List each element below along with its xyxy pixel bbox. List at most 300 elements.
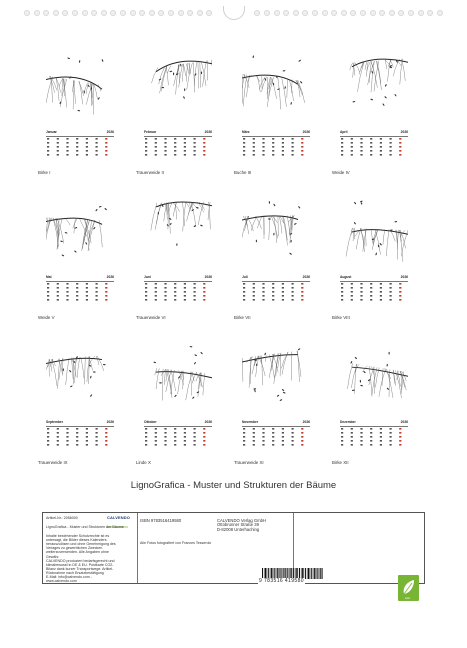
binding-ring bbox=[283, 10, 289, 16]
month-card bbox=[234, 46, 318, 181]
day-cell bbox=[253, 287, 255, 289]
day-cell bbox=[203, 299, 205, 301]
day-cell bbox=[370, 154, 372, 156]
month-name: Juli bbox=[242, 275, 248, 279]
barcode-bar bbox=[311, 568, 312, 579]
month-year: 2026 bbox=[204, 420, 212, 424]
day-cell bbox=[370, 291, 372, 293]
day-cell bbox=[96, 428, 98, 430]
day-cell bbox=[360, 428, 362, 430]
day-cell bbox=[155, 432, 157, 434]
day-cell bbox=[301, 432, 303, 434]
day-cell bbox=[164, 436, 166, 438]
day-cell bbox=[272, 154, 274, 156]
day-cell bbox=[360, 432, 362, 434]
day-cell bbox=[301, 146, 303, 148]
binding-ring bbox=[408, 10, 414, 16]
day-cell bbox=[96, 142, 98, 144]
day-cell bbox=[360, 440, 362, 442]
binding-ring bbox=[101, 10, 107, 16]
day-cell bbox=[399, 299, 401, 301]
day-cell bbox=[155, 150, 157, 152]
spiral-binding bbox=[0, 0, 467, 22]
day-cell bbox=[341, 432, 343, 434]
binding-ring bbox=[178, 10, 184, 16]
day-cell bbox=[57, 138, 59, 140]
day-cell bbox=[47, 299, 49, 301]
day-cell bbox=[282, 283, 284, 285]
legal-line: Gewähr. bbox=[46, 554, 60, 559]
barcode-number: 9 783516 419580 bbox=[259, 578, 304, 584]
day-cell bbox=[292, 432, 294, 434]
day-cell bbox=[174, 299, 176, 301]
binding-ring bbox=[82, 10, 88, 16]
day-cell bbox=[47, 428, 49, 430]
day-cell bbox=[66, 283, 68, 285]
day-cell bbox=[86, 432, 88, 434]
day-cell bbox=[66, 142, 68, 144]
binding-ring bbox=[350, 10, 356, 16]
day-cell bbox=[390, 142, 392, 144]
binding-ring bbox=[379, 10, 385, 16]
month-card bbox=[136, 46, 220, 181]
photo-caption: Linde X bbox=[136, 460, 151, 465]
day-cell bbox=[292, 299, 294, 301]
month-name: April bbox=[340, 130, 348, 134]
tree-branch-photo bbox=[144, 336, 212, 416]
day-cell bbox=[341, 150, 343, 152]
day-cell bbox=[76, 150, 78, 152]
day-cell bbox=[341, 138, 343, 140]
day-cell bbox=[76, 428, 78, 430]
day-cell bbox=[47, 436, 49, 438]
day-cell bbox=[390, 291, 392, 293]
day-cell bbox=[341, 154, 343, 156]
month-name: September bbox=[46, 420, 64, 424]
day-cell bbox=[282, 150, 284, 152]
day-cell bbox=[47, 295, 49, 297]
day-cell bbox=[47, 432, 49, 434]
month-name: August bbox=[340, 275, 352, 279]
day-cell bbox=[155, 138, 157, 140]
day-cell bbox=[47, 142, 49, 144]
day-cell bbox=[390, 283, 392, 285]
month-divider bbox=[242, 136, 310, 137]
day-cell bbox=[184, 444, 186, 446]
month-day-grid bbox=[242, 428, 310, 448]
day-cell bbox=[292, 291, 294, 293]
day-cell bbox=[164, 444, 166, 446]
day-cell bbox=[390, 287, 392, 289]
binding-ring bbox=[302, 10, 308, 16]
month-day-grid bbox=[340, 283, 408, 303]
day-cell bbox=[272, 436, 274, 438]
day-cell bbox=[253, 428, 255, 430]
day-cell bbox=[272, 291, 274, 293]
day-cell bbox=[272, 287, 274, 289]
day-cell bbox=[145, 283, 147, 285]
day-cell bbox=[164, 440, 166, 442]
day-cell bbox=[351, 287, 353, 289]
day-cell bbox=[184, 428, 186, 430]
day-cell bbox=[96, 436, 98, 438]
binding-ring bbox=[331, 10, 337, 16]
photo-caption: Trauerweide IX bbox=[38, 460, 68, 465]
day-cell bbox=[194, 150, 196, 152]
day-cell bbox=[76, 436, 78, 438]
day-cell bbox=[194, 440, 196, 442]
legal-line: klimabewusst in DE & EU. Postkarte CO2- bbox=[46, 562, 114, 567]
day-cell bbox=[203, 138, 205, 140]
day-cell bbox=[105, 295, 107, 297]
day-cell bbox=[351, 142, 353, 144]
barcode-bar bbox=[305, 568, 306, 579]
day-cell bbox=[57, 150, 59, 152]
day-cell bbox=[253, 432, 255, 434]
binding-ring bbox=[34, 10, 40, 16]
day-cell bbox=[184, 287, 186, 289]
isbn: ISBN 9783516419580 bbox=[140, 518, 182, 523]
day-cell bbox=[253, 436, 255, 438]
day-cell bbox=[262, 444, 264, 446]
day-cell bbox=[243, 444, 245, 446]
month-name: November bbox=[242, 420, 259, 424]
day-cell bbox=[341, 436, 343, 438]
day-cell bbox=[194, 291, 196, 293]
day-cell bbox=[57, 287, 59, 289]
binding-ring bbox=[91, 10, 97, 16]
day-cell bbox=[399, 432, 401, 434]
tree-branch-photo bbox=[144, 191, 212, 271]
binding-ring bbox=[206, 10, 212, 16]
day-cell bbox=[341, 146, 343, 148]
binding-ring bbox=[322, 10, 328, 16]
day-cell bbox=[57, 283, 59, 285]
binding-ring bbox=[149, 10, 155, 16]
day-cell bbox=[341, 299, 343, 301]
day-cell bbox=[86, 283, 88, 285]
tree-branch-photo bbox=[144, 46, 212, 126]
day-cell bbox=[76, 283, 78, 285]
month-card bbox=[234, 336, 318, 471]
day-cell bbox=[86, 428, 88, 430]
month-day-grid bbox=[144, 138, 212, 158]
day-cell bbox=[380, 440, 382, 442]
day-cell bbox=[360, 150, 362, 152]
day-cell bbox=[282, 138, 284, 140]
tree-branch-photo bbox=[46, 46, 114, 126]
day-cell bbox=[194, 436, 196, 438]
day-cell bbox=[47, 287, 49, 289]
legal-line: herauszulösen und ohne Genehmigung des bbox=[46, 542, 116, 547]
publisher-line: D-82008 Unterhaching bbox=[217, 526, 260, 532]
day-cell bbox=[164, 138, 166, 140]
day-cell bbox=[76, 432, 78, 434]
day-cell bbox=[155, 440, 157, 442]
month-year: 2026 bbox=[204, 275, 212, 279]
day-cell bbox=[57, 432, 59, 434]
day-cell bbox=[380, 444, 382, 446]
day-cell bbox=[301, 299, 303, 301]
day-cell bbox=[57, 291, 59, 293]
day-cell bbox=[86, 295, 88, 297]
binding-ring bbox=[168, 10, 174, 16]
day-cell bbox=[351, 440, 353, 442]
day-cell bbox=[96, 150, 98, 152]
month-day-grid bbox=[144, 283, 212, 303]
day-cell bbox=[155, 291, 157, 293]
day-cell bbox=[282, 432, 284, 434]
photo-caption: Buche III bbox=[234, 170, 252, 175]
day-cell bbox=[96, 138, 98, 140]
logo-text: CALVENDO bbox=[107, 515, 130, 520]
day-cell bbox=[272, 283, 274, 285]
month-year: 2026 bbox=[106, 420, 114, 424]
month-year: 2026 bbox=[302, 420, 310, 424]
binding-ring bbox=[110, 10, 116, 16]
day-cell bbox=[272, 146, 274, 148]
day-cell bbox=[292, 138, 294, 140]
day-cell bbox=[262, 432, 264, 434]
day-cell bbox=[76, 444, 78, 446]
day-cell bbox=[282, 440, 284, 442]
day-cell bbox=[47, 283, 49, 285]
day-cell bbox=[243, 299, 245, 301]
eco-badge bbox=[398, 575, 419, 601]
day-cell bbox=[145, 287, 147, 289]
month-year: 2026 bbox=[204, 130, 212, 134]
day-cell bbox=[262, 154, 264, 156]
day-cell bbox=[57, 436, 59, 438]
day-cell bbox=[380, 283, 382, 285]
day-cell bbox=[155, 283, 157, 285]
month-divider bbox=[144, 281, 212, 282]
day-cell bbox=[390, 146, 392, 148]
day-cell bbox=[380, 299, 382, 301]
publisher-line: Ottobrunner Straße 39 bbox=[217, 522, 259, 528]
day-cell bbox=[174, 150, 176, 152]
day-cell bbox=[184, 142, 186, 144]
day-cell bbox=[243, 150, 245, 152]
day-cell bbox=[145, 154, 147, 156]
binding-ring bbox=[158, 10, 164, 16]
day-cell bbox=[164, 428, 166, 430]
day-cell bbox=[380, 432, 382, 434]
binding-ring bbox=[72, 10, 78, 16]
day-cell bbox=[105, 291, 107, 293]
day-cell bbox=[262, 138, 264, 140]
day-cell bbox=[243, 440, 245, 442]
legal-line: Bilanz dank kurzer Transportwege. Artikel- bbox=[46, 566, 114, 571]
day-cell bbox=[360, 142, 362, 144]
day-cell bbox=[360, 291, 362, 293]
binding-ring bbox=[53, 10, 59, 16]
day-cell bbox=[360, 154, 362, 156]
day-cell bbox=[174, 432, 176, 434]
day-cell bbox=[164, 432, 166, 434]
day-cell bbox=[282, 291, 284, 293]
day-cell bbox=[272, 295, 274, 297]
day-cell bbox=[105, 154, 107, 156]
day-cell bbox=[272, 428, 274, 430]
day-cell bbox=[253, 444, 255, 446]
day-cell bbox=[96, 291, 98, 293]
day-cell bbox=[184, 436, 186, 438]
day-cell bbox=[194, 138, 196, 140]
month-day-grid bbox=[340, 138, 408, 158]
day-cell bbox=[301, 436, 303, 438]
day-cell bbox=[194, 444, 196, 446]
month-card bbox=[332, 336, 416, 471]
product-title: LignoGrafica - Muster und Strukturen der Bäume bbox=[46, 525, 124, 529]
day-cell bbox=[105, 283, 107, 285]
binding-ring bbox=[187, 10, 193, 16]
binding-ring bbox=[43, 10, 49, 16]
day-cell bbox=[301, 440, 303, 442]
day-cell bbox=[360, 287, 362, 289]
day-cell bbox=[370, 142, 372, 144]
day-cell bbox=[164, 287, 166, 289]
day-cell bbox=[203, 428, 205, 430]
day-cell bbox=[145, 138, 147, 140]
day-cell bbox=[262, 287, 264, 289]
day-cell bbox=[390, 432, 392, 434]
day-cell bbox=[145, 295, 147, 297]
day-cell bbox=[174, 291, 176, 293]
binding-ring bbox=[139, 10, 145, 16]
day-cell bbox=[399, 295, 401, 297]
day-cell bbox=[66, 150, 68, 152]
day-cell bbox=[66, 295, 68, 297]
day-cell bbox=[380, 291, 382, 293]
month-divider bbox=[46, 281, 114, 282]
day-cell bbox=[292, 295, 294, 297]
month-divider bbox=[340, 136, 408, 137]
day-cell bbox=[399, 440, 401, 442]
day-cell bbox=[194, 299, 196, 301]
day-cell bbox=[57, 146, 59, 148]
day-cell bbox=[203, 444, 205, 446]
day-cell bbox=[76, 146, 78, 148]
day-cell bbox=[292, 146, 294, 148]
day-cell bbox=[301, 138, 303, 140]
day-cell bbox=[390, 299, 392, 301]
day-cell bbox=[370, 444, 372, 446]
day-cell bbox=[174, 444, 176, 446]
day-cell bbox=[105, 444, 107, 446]
month-day-grid bbox=[242, 138, 310, 158]
day-cell bbox=[66, 432, 68, 434]
day-cell bbox=[341, 428, 343, 430]
photo-caption: Birke I bbox=[38, 170, 51, 175]
day-cell bbox=[243, 295, 245, 297]
day-cell bbox=[105, 146, 107, 148]
day-cell bbox=[272, 432, 274, 434]
day-cell bbox=[96, 287, 98, 289]
day-cell bbox=[301, 283, 303, 285]
legal-line: untersagt, die Bilder dieses Kalenders bbox=[46, 538, 107, 543]
day-cell bbox=[194, 295, 196, 297]
day-cell bbox=[370, 436, 372, 438]
day-cell bbox=[243, 291, 245, 293]
day-cell bbox=[360, 295, 362, 297]
day-cell bbox=[203, 287, 205, 289]
day-cell bbox=[155, 299, 157, 301]
day-cell bbox=[203, 440, 205, 442]
day-cell bbox=[243, 287, 245, 289]
day-cell bbox=[399, 154, 401, 156]
month-divider bbox=[340, 426, 408, 427]
day-cell bbox=[370, 295, 372, 297]
month-name: März bbox=[242, 130, 250, 134]
photo-caption: Trauerweide VI bbox=[136, 315, 166, 320]
day-cell bbox=[370, 299, 372, 301]
day-cell bbox=[380, 154, 382, 156]
day-cell bbox=[282, 428, 284, 430]
photo-caption: Birke VIII bbox=[332, 315, 350, 320]
day-cell bbox=[370, 287, 372, 289]
day-cell bbox=[272, 142, 274, 144]
day-cell bbox=[194, 142, 196, 144]
month-divider bbox=[46, 426, 114, 427]
day-cell bbox=[399, 287, 401, 289]
legal-line: weiterzuverwenden. Alle Angaben ohne bbox=[46, 550, 109, 555]
month-divider bbox=[242, 426, 310, 427]
day-cell bbox=[341, 291, 343, 293]
photo-caption: Trauerweide II bbox=[136, 170, 164, 175]
day-cell bbox=[86, 154, 88, 156]
day-cell bbox=[145, 150, 147, 152]
month-year: 2026 bbox=[302, 130, 310, 134]
tree-branch-photo bbox=[340, 46, 408, 126]
day-cell bbox=[76, 440, 78, 442]
day-cell bbox=[292, 287, 294, 289]
hanger-icon bbox=[223, 6, 245, 20]
day-cell bbox=[203, 146, 205, 148]
day-cell bbox=[341, 295, 343, 297]
day-cell bbox=[105, 150, 107, 152]
day-cell bbox=[380, 142, 382, 144]
day-cell bbox=[155, 154, 157, 156]
day-cell bbox=[203, 436, 205, 438]
day-cell bbox=[76, 154, 78, 156]
month-year: 2026 bbox=[302, 275, 310, 279]
day-cell bbox=[76, 287, 78, 289]
day-cell bbox=[262, 291, 264, 293]
month-card bbox=[38, 191, 122, 326]
month-card bbox=[234, 191, 318, 326]
calendar-title: LignoGrafica - Muster und Strukturen der Bäume bbox=[130, 480, 337, 491]
tree-branch-photo bbox=[340, 191, 408, 271]
day-cell bbox=[47, 150, 49, 152]
day-cell bbox=[47, 291, 49, 293]
day-cell bbox=[105, 142, 107, 144]
day-cell bbox=[57, 154, 59, 156]
day-cell bbox=[96, 154, 98, 156]
day-cell bbox=[66, 154, 68, 156]
day-cell bbox=[262, 299, 264, 301]
day-cell bbox=[184, 150, 186, 152]
day-cell bbox=[351, 428, 353, 430]
day-cell bbox=[243, 142, 245, 144]
day-cell bbox=[174, 436, 176, 438]
day-cell bbox=[301, 142, 303, 144]
day-cell bbox=[272, 440, 274, 442]
day-cell bbox=[301, 150, 303, 152]
day-cell bbox=[105, 287, 107, 289]
day-cell bbox=[380, 295, 382, 297]
day-cell bbox=[86, 287, 88, 289]
